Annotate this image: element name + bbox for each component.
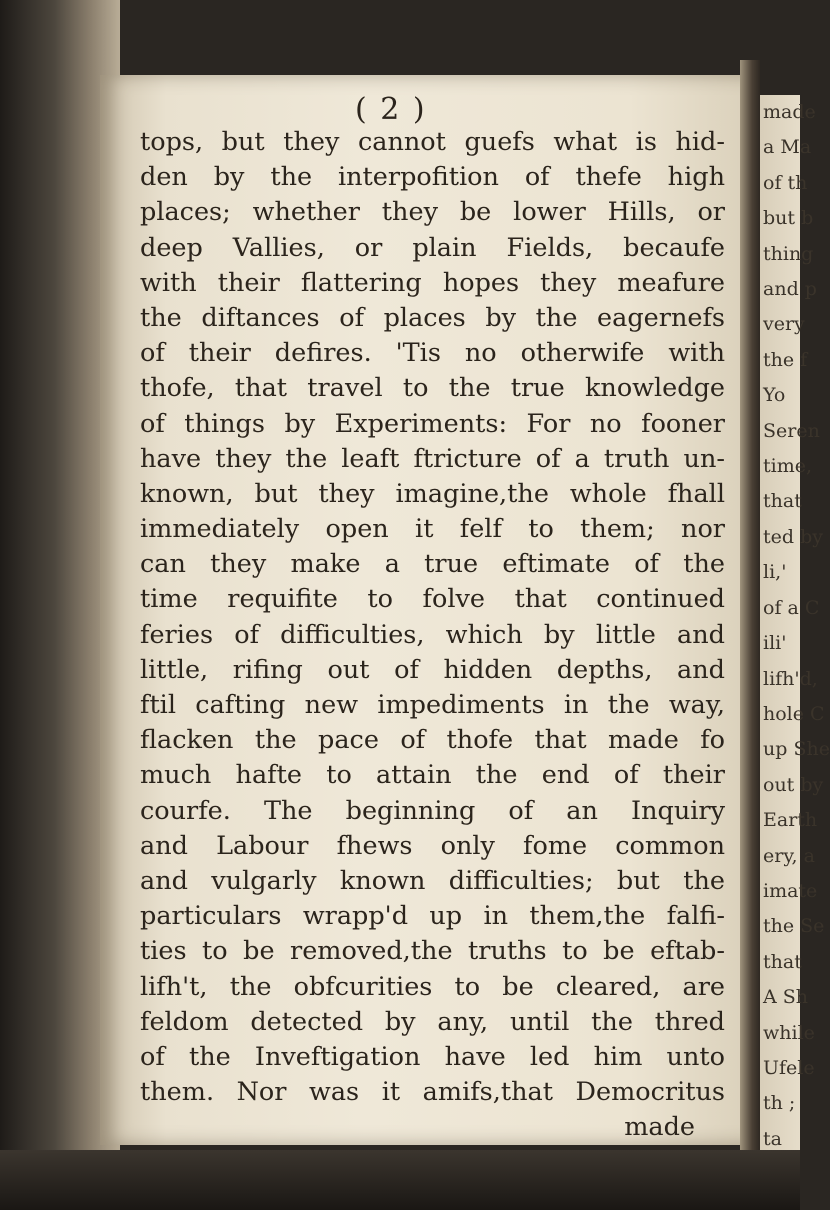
facing-page-fragment: and p — [763, 278, 817, 301]
facing-page-fragment: th ; — [763, 1092, 796, 1115]
text-line: much hafte to attain the end of their — [140, 760, 725, 791]
facing-page-fragment: while — [763, 1021, 815, 1044]
facing-page-fragment: A Sh — [763, 986, 809, 1009]
text-line: and vulgarly known difficulties; but the — [140, 865, 725, 896]
text-line: lifh't, the obfcurities to be cleared, are — [140, 971, 725, 1002]
facing-page-fragment: ery, a — [763, 844, 815, 867]
text-line: can they make a true eftimate of the — [140, 549, 725, 580]
page-number: ( 2 ) — [355, 92, 427, 127]
facing-page-fragment: up She — [763, 738, 830, 761]
facing-page-fragment: the f — [763, 348, 808, 371]
facing-page-fragment: imate — [763, 879, 818, 902]
text-line: known, but they imagine,the whole fhall — [140, 478, 725, 509]
text-line: tops, but they cannot guefs what is hid- — [140, 127, 725, 157]
text-line: den by the interpofition of thefe high — [140, 162, 725, 193]
text-line: feldom detected by any, until the thred — [140, 1006, 725, 1037]
facing-page-fragment: of a C — [763, 596, 820, 619]
facing-page-fragment: but b — [763, 207, 814, 230]
facing-page-fragment: Yo — [763, 384, 786, 407]
catchword: made — [624, 1112, 695, 1143]
text-line: the diftances of places by the eagernefs — [140, 302, 725, 333]
text-line: have they the leaft ftricture of a truth un- — [140, 443, 725, 474]
text-line: feries of difficulties, which by little and — [140, 619, 725, 650]
facing-page-fragment: hole C — [763, 702, 825, 725]
text-line: little, rifing out of hidden depths, and — [140, 654, 725, 685]
body-text — [140, 125, 725, 1145]
facing-page-fragment: Earth — [763, 809, 818, 832]
text-line: of their defires. 'Tis no otherwife with — [140, 338, 725, 369]
facing-page-fragment: ili' — [763, 632, 787, 655]
text-line: and Labour fhews only fome common — [140, 830, 725, 861]
facing-page-fragment: out by — [763, 773, 824, 796]
text-line: particulars wrapp'd up in them,the falfi- — [140, 901, 725, 932]
text-line: ftil cafting new impediments in the way, — [140, 690, 725, 720]
text-line: them. Nor was it amifs,that Democritus — [140, 1077, 725, 1108]
facing-page-fragment: ta — [763, 1127, 782, 1150]
text-line: immediately open it felf to them; nor — [140, 514, 725, 545]
text-line: deep Vallies, or plain Fields, becaufe — [140, 232, 725, 263]
facing-page-fragment: that — [763, 950, 802, 973]
facing-page-fragment: a Ma — [763, 136, 812, 159]
text-line: courfe. The beginning of an Inquiry — [140, 795, 725, 826]
text-line: with their flattering hopes they meafure — [140, 267, 725, 298]
text-line: ties to be removed,the truths to be eftab- — [140, 936, 725, 967]
facing-page-edge — [760, 95, 830, 1165]
text-line: time requifite to folve that continued — [140, 584, 725, 615]
text-line: places; whether they be lower Hills, or — [140, 197, 725, 228]
facing-page-fragment: time, — [763, 455, 813, 478]
text-line: flacken the pace of thofe that made fo — [140, 725, 725, 756]
facing-page-fragment: ted by — [763, 525, 823, 548]
facing-page-fragment: Ufele — [763, 1056, 815, 1079]
text-line: thofe, that travel to the true knowledge — [140, 373, 725, 404]
facing-page-fragment: of th — [763, 171, 808, 194]
facing-page-fragment: li,' — [763, 561, 787, 584]
facing-page-fragment: that — [763, 490, 802, 513]
facing-page-fragment: lifh'd, — [763, 667, 818, 690]
facing-page-fragment: thing — [763, 242, 814, 265]
facing-page-fragment: made — [763, 101, 816, 123]
book-gutter — [740, 60, 760, 1160]
text-line: of the Inveftigation have led him unto — [140, 1041, 725, 1072]
facing-page-fragment: Seren — [763, 419, 820, 442]
facing-page-fragment: the Se — [763, 915, 825, 938]
book-bottom-shadow — [0, 1150, 800, 1210]
facing-page-fragment: very — [763, 313, 805, 336]
text-line: of things by Experiments: For no fooner — [140, 408, 725, 439]
